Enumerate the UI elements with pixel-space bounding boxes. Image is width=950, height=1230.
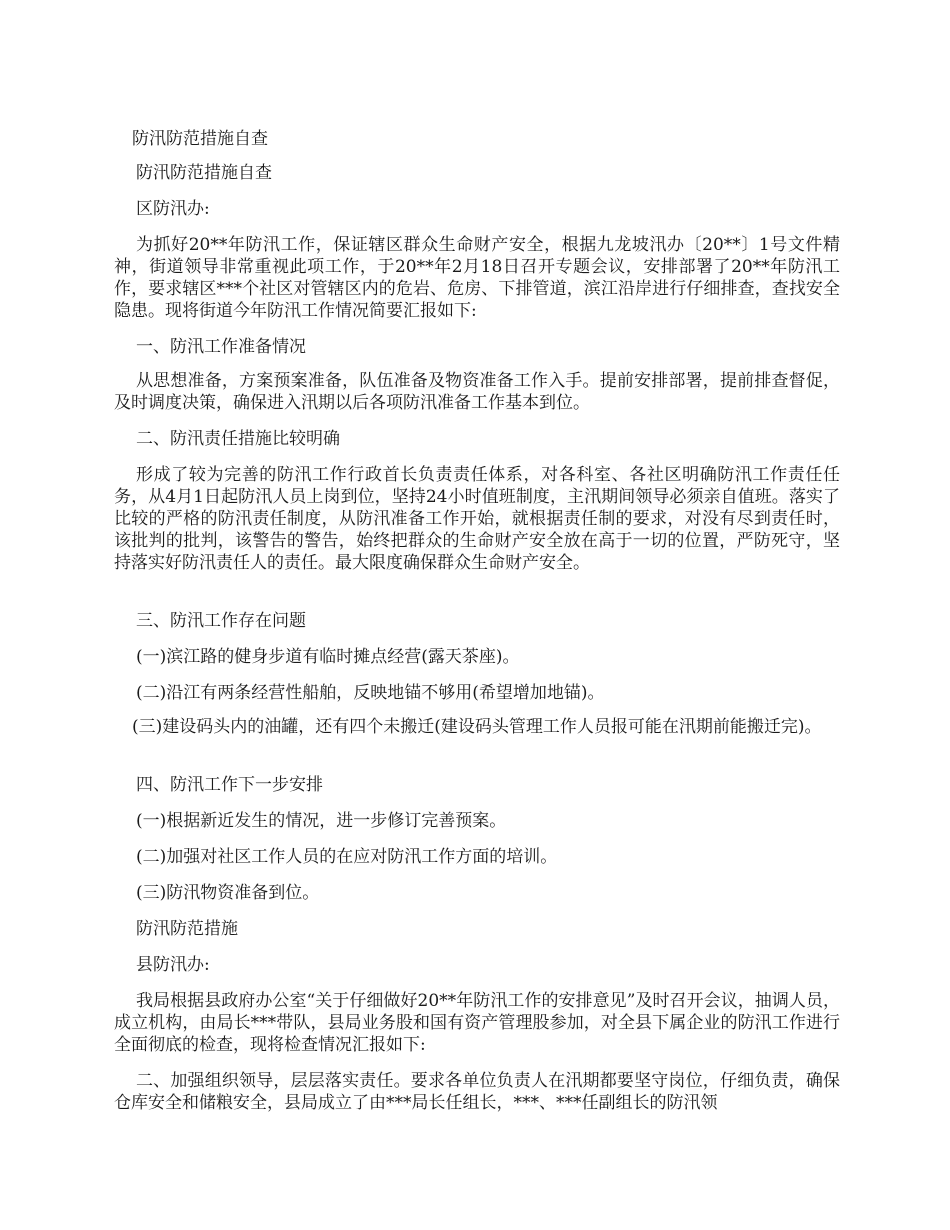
paragraph-leadership: 二、加强组织领导，层层落实责任。要求各单位负责人在汛期都要坚守岗位，仔细负责，确保仓库安全和储粮安全，县局成立了由***局长任组长，***、***任副组长的防汛领: [114, 1071, 840, 1113]
paragraph-preparation: 从思想准备，方案预案准备，队伍准备及物资准备工作入手。提前安排部署，提前排查督促，及时调度决策，确保进入汛期以后各项防汛准备工作基本到位。: [114, 371, 840, 413]
problem-item-2: (二)沿江有两条经营性船舶，反映地锚不够用(希望增加地锚)。: [136, 683, 605, 703]
heading-2: 二、防汛责任措施比较明确: [136, 429, 340, 449]
paragraph-inspection: 我局根据县政府办公室“关于仔细做好20**年防汛工作的安排意见”及时召开会议，抽调人员，成立机构，由局长***带队，县局业务股和国有资产管理股参加，对全县下属企业的防汛工作进行全面彻底的检查，现将检查情况汇报如下:: [114, 991, 840, 1055]
plan-item-3: (三)防汛物资准备到位。: [136, 883, 320, 903]
heading-4: 四、防汛工作下一步安排: [136, 775, 323, 795]
recipient-line: 区防汛办:: [136, 199, 210, 219]
section-title-2: 防汛防范措施: [136, 919, 238, 939]
problem-item-1: (一)滨江路的健身步道有临时摊点经营(露天茶座)。: [136, 647, 520, 667]
document-title: 防汛防范措施自查: [132, 129, 268, 149]
section-title: 防汛防范措施自查: [136, 163, 272, 183]
paragraph-intro: 为抓好20**年防汛工作，保证辖区群众生命财产安全，根据九龙坡汛办〔20**〕1号文件精神，街道领导非常重视此项工作，于20**年2月18日召开专题会议，安排部署了20**年防汛工作，要求辖区***个社区对管辖区内的危岩、危房、下排管道，滨江沿岸进行仔细排查，查找安全隐患。现将街道今年防汛工作情况简要汇报如下:: [114, 235, 840, 321]
heading-3: 三、防汛工作存在问题: [136, 611, 306, 631]
heading-1: 一、防汛工作准备情况: [136, 337, 306, 357]
problem-item-3: (三)建设码头内的油罐，还有四个未搬迁(建设码头管理工作人员报可能在汛期前能搬迁完)。: [132, 717, 822, 737]
recipient-line-2: 县防汛办:: [136, 955, 210, 975]
paragraph-responsibility: 形成了较为完善的防汛工作行政首长负责责任体系，对各科室、各社区明确防汛工作责任任务，从4月1日起防汛人员上岗到位，坚持24小时值班制度，主汛期间领导必须亲自值班。落实了比较的严格的防汛责任制度，从防汛准备工作开始，就根据责任制的要求，对没有尽到责任时，该批判的批判，该警告的警告，始终把群众的生命财产安全放在高于一切的位置，严防死守，坚持落实好防汛责任人的责任。最大限度确保群众生命财产安全。: [114, 465, 840, 573]
plan-item-2: (二)加强对社区工作人员的在应对防汛工作方面的培训。: [136, 847, 558, 867]
plan-item-1: (一)根据新近发生的情况，进一步修订完善预案。: [136, 811, 507, 831]
